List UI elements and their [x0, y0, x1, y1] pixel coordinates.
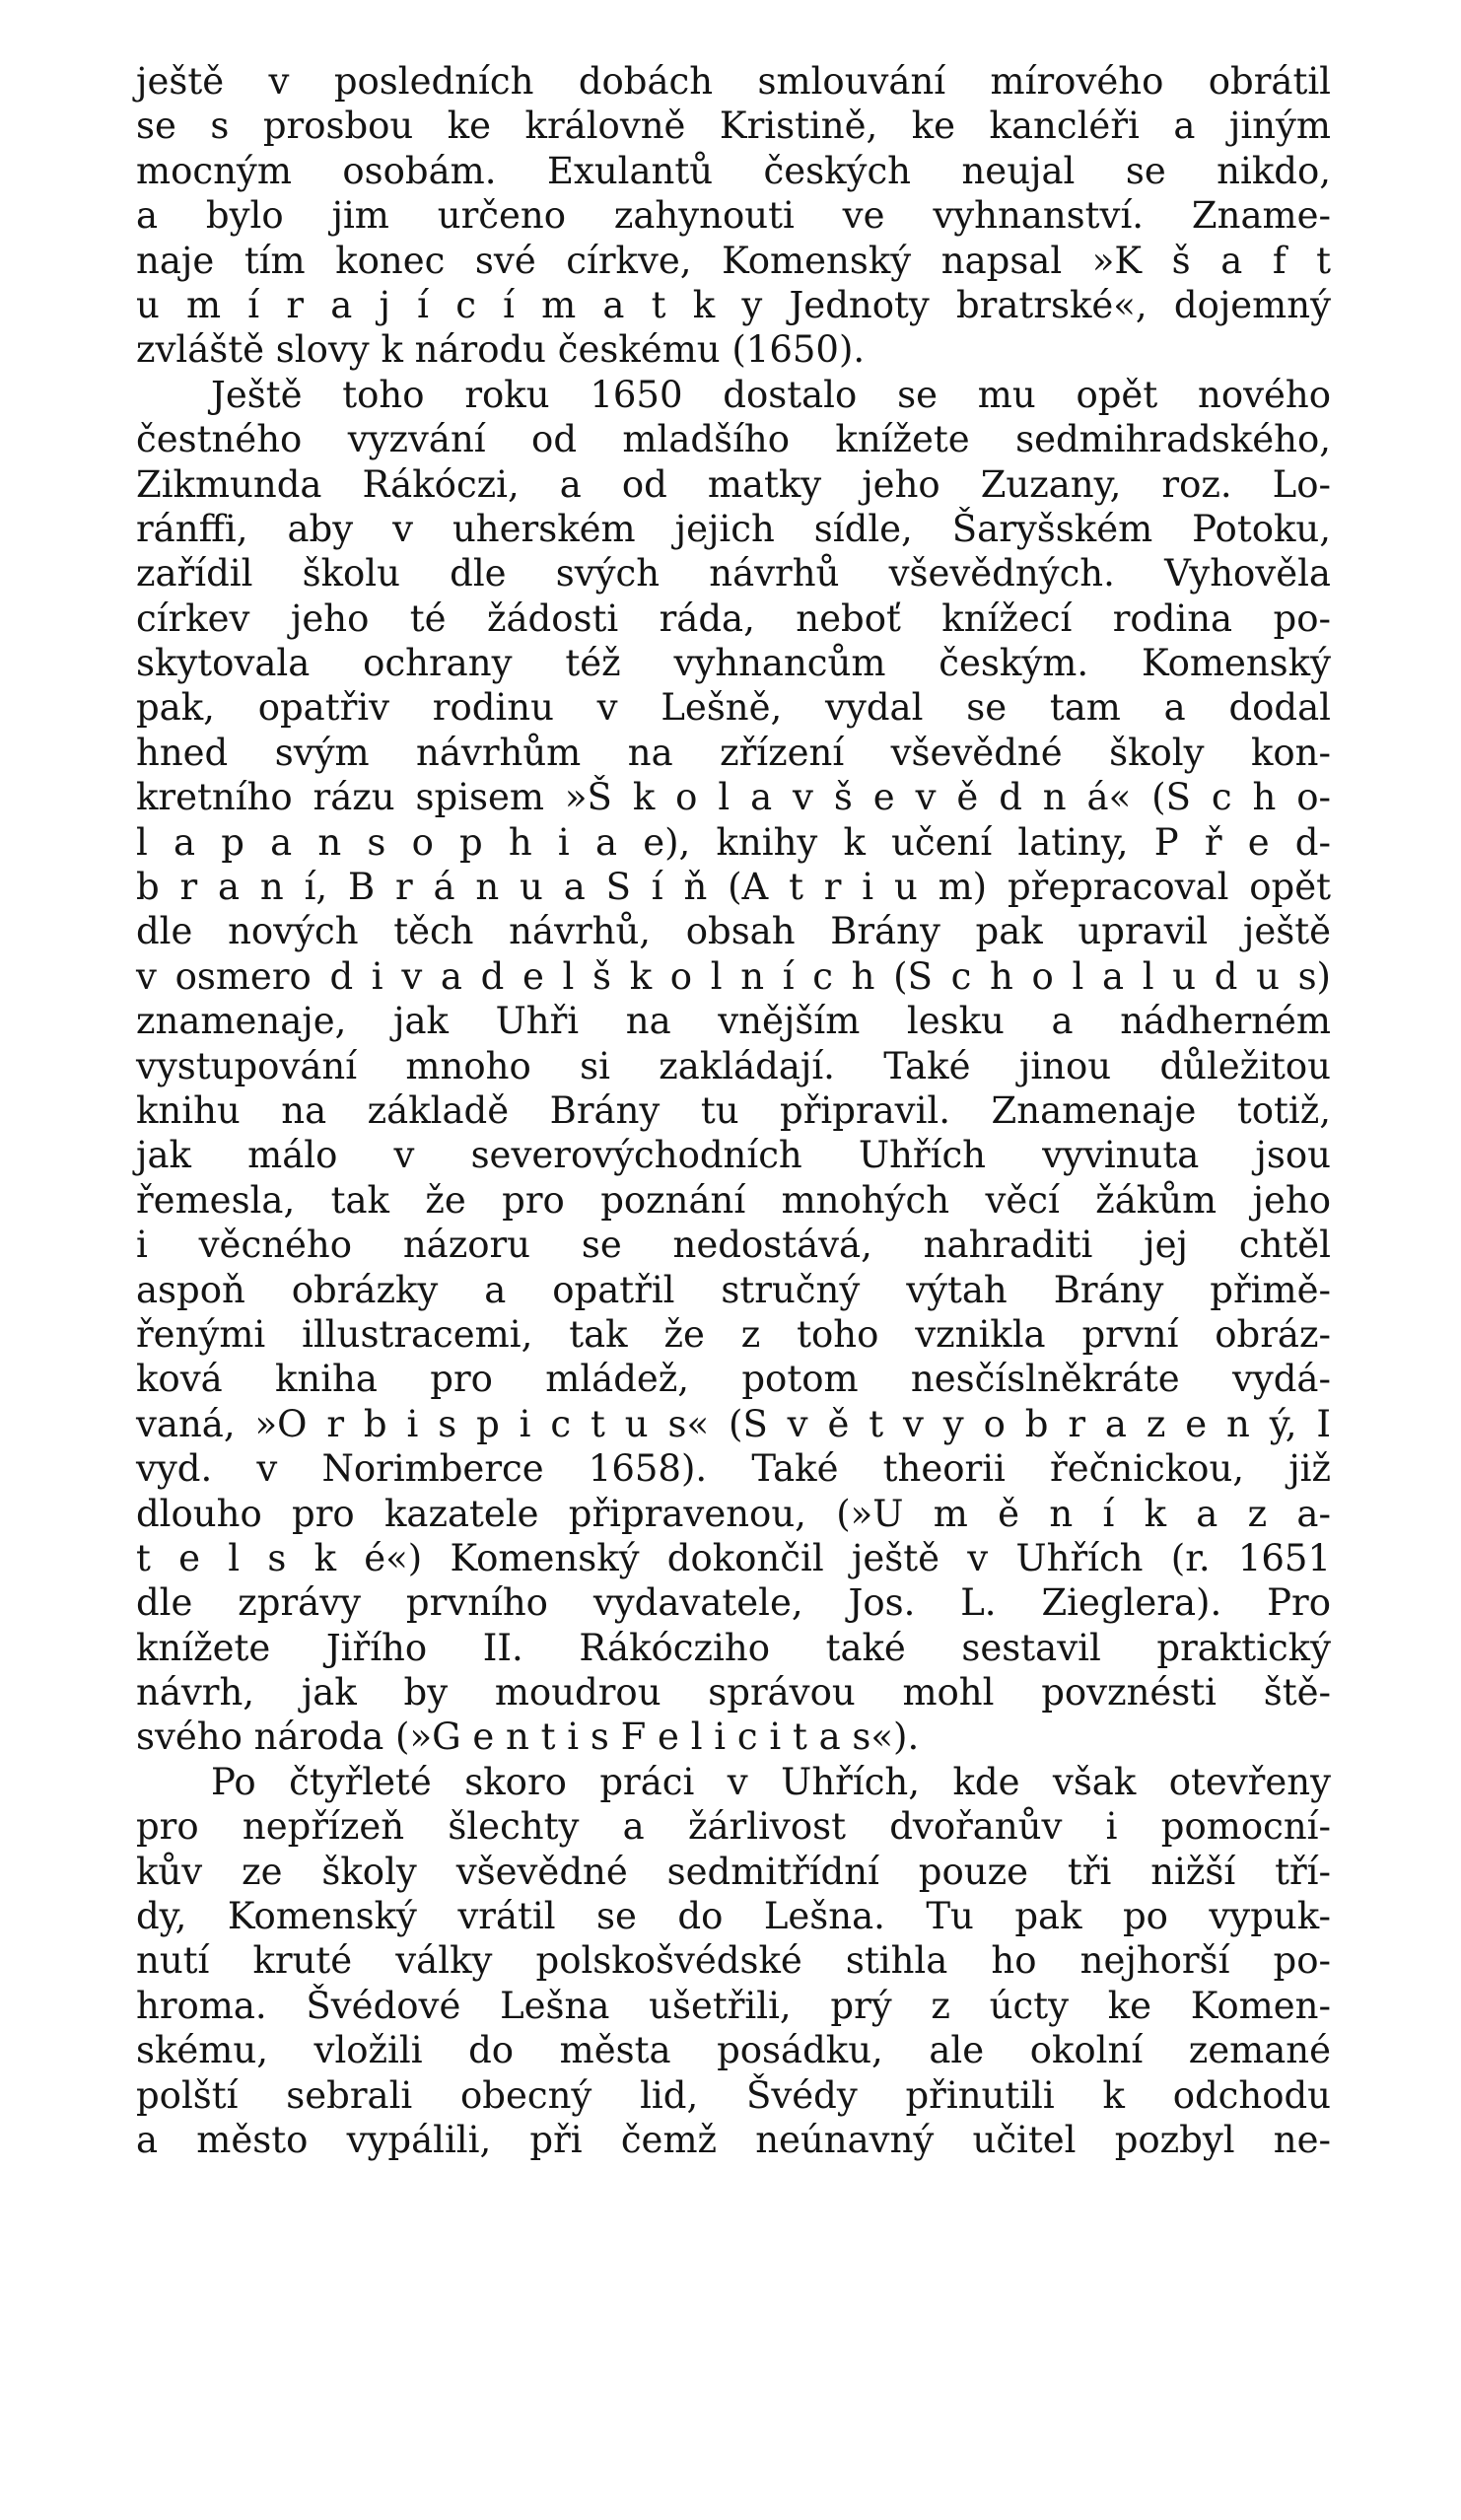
text-line: i věcného názoru se nedostává, nahraditi jej chtěl [136, 1224, 1331, 1267]
text-line: zvláště slovy k národu českému (1650). [136, 328, 866, 372]
text-line: svého národa (»G e n t i s F e l i c i t a s«). [136, 1715, 920, 1759]
text-line: u m í r a j í c í m a t k y Jednoty bratrské«, dojemný [136, 283, 1331, 326]
text-line: řenými illustracemi, tak že z toho vznikla první obráz- [136, 1312, 1331, 1356]
text-line: čestného vyzvání od mladšího knížete sedmihradského, [136, 418, 1331, 461]
text-line: návrh, jak by moudrou správou mohl povznésti ště- [136, 1671, 1331, 1715]
text-line: aspoň obrázky a opatřil stručný výtah Brány přimě- [136, 1268, 1331, 1311]
text-line: naje tím konec své církve, Komenský napsal »K š a f t [136, 239, 1331, 282]
text-line: Po čtyřleté skoro práci v Uhřích, kde však otevřeny [211, 1760, 1331, 1803]
text-line: vyd. v Norimberce 1658). Také theorii řečnickou, již [136, 1447, 1331, 1491]
text-line: kův ze školy vševědné sedmitřídní pouze tři nižší tří- [136, 1850, 1331, 1893]
text-line: t e l s k é«) Komenský dokončil ještě v Uhřích (r. 1651 [136, 1536, 1331, 1579]
text-line: ještě v posledních dobách smlouvání mírového obrátil [136, 60, 1331, 103]
text-line: řemesla, tak že pro poznání mnohých věcí žákům jeho [136, 1178, 1331, 1222]
text-line: l a p a n s o p h i a e), knihy k učení latiny, P ř e d- [136, 820, 1331, 864]
text-line: znamenaje, jak Uhři na vnějším lesku a nádherném [136, 1000, 1331, 1043]
text-line: zařídil školu dle svých návrhů vševědných. Vyhověla [136, 552, 1331, 595]
text-line: jak málo v severovýchodních Uhřích vyvinuta jsou [136, 1134, 1331, 1177]
text-line: ránffi, aby v uherském jejich sídle, Šaryšském Potoku, [136, 507, 1331, 550]
text-line: v osmero d i v a d e l š k o l n í c h (S c h o l a l u d u s) [136, 954, 1331, 998]
text-line: dlouho pro kazatele připravenou, (»U m ě n í k a z a- [136, 1492, 1331, 1535]
text-line: hned svým návrhům na zřízení vševědné školy kon- [136, 731, 1331, 774]
text-line: pro nepřízeň šlechty a žárlivost dvořanův i pomocní- [136, 1805, 1331, 1849]
text-line: nutí kruté války polskošvédské stihla ho nejhorší po- [136, 1939, 1331, 1983]
text-line: vystupování mnoho si zakládají. Také jinou důležitou [136, 1044, 1331, 1087]
paragraph [136, 59, 1331, 373]
text-line: skému, vložili do města posádku, ale okolní zemané [136, 2029, 1331, 2072]
text-line: knížete Jiřího II. Rákócziho také sestavil praktický [136, 1626, 1331, 1669]
text-line: polští sebrali obecný lid, Švédy přinutili k odchodu [136, 2073, 1331, 2117]
text-line: dle zprávy prvního vydavatele, Jos. L. Zieglera). Pro [136, 1581, 1331, 1625]
paragraph [136, 1760, 1331, 2163]
text-line: mocným osobám. Exulantů českých neujal se nikdo, [136, 149, 1331, 192]
text-line: dle nových těch návrhů, obsah Brány pak upravil ještě [136, 910, 1331, 953]
body-text [136, 59, 1331, 2162]
text-line: a město vypálili, při čemž neúnavný učitel pozbyl ne- [136, 2118, 1331, 2161]
text-line: skytovala ochrany též vyhnancům českým. Komenský [136, 642, 1331, 685]
text-line: se s prosbou ke královně Kristině, ke kancléři a jiným [136, 105, 1331, 148]
text-line: hroma. Švédové Lešna ušetřili, prý z úcty ke Komen- [136, 1984, 1331, 2027]
text-line: knihu na základě Brány tu připravil. Znamenaje totiž, [136, 1088, 1331, 1132]
text-line: pak, opatřiv rodinu v Lešně, vydal se tam a dodal [136, 686, 1331, 730]
text-line: b r a n í, B r á n u a S í ň (A t r i u m) přepracoval opět [136, 866, 1331, 909]
text-line: a bylo jim určeno zahynouti ve vyhnanství. Zname- [136, 194, 1331, 238]
text-line: vaná, »O r b i s p i c t u s« (S v ě t v y o b r a z e n ý, I [136, 1402, 1331, 1445]
text-line: Ještě toho roku 1650 dostalo se mu opět nového [211, 373, 1331, 416]
text-line: dy, Komenský vrátil se do Lešna. Tu pak po vypuk- [136, 1895, 1331, 1938]
text-line: kretního rázu spisem »Š k o l a v š e v ě d n á« (S c h o- [136, 776, 1331, 819]
paragraph [136, 373, 1331, 1760]
text-line: církev jeho té žádosti ráda, neboť knížecí rodina po- [136, 596, 1331, 640]
text-line: Zikmunda Rákóczi, a od matky jeho Zuzany, roz. Lo- [136, 462, 1331, 506]
text-line: ková kniha pro mládež, potom nesčíslněkráte vydá- [136, 1358, 1331, 1401]
